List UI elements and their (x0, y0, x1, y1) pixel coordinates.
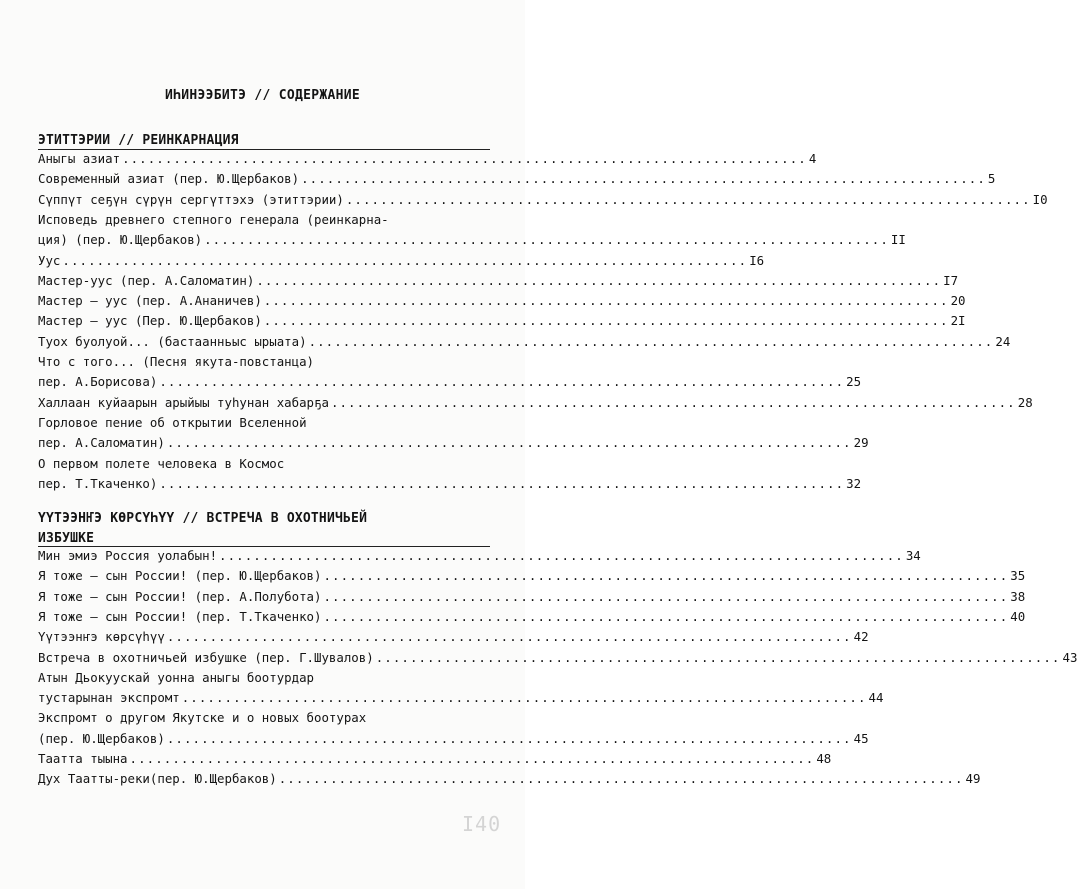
toc-entry-title: Таатта тыына (38, 751, 128, 766)
toc-page-number: 45 (853, 730, 869, 746)
toc-entry (38, 607, 1026, 627)
toc-entry-row (38, 648, 1077, 668)
dot-leader: ................................................................................ (256, 272, 942, 288)
toc-page-number: I6 (749, 252, 765, 268)
dot-leader: ................................................................................ (263, 293, 949, 309)
toc-page-number: 44 (868, 690, 884, 706)
section-heading (38, 131, 488, 151)
toc-entry-title: Горловое пение об открытии Вселенной (38, 414, 307, 430)
toc-page-number: 48 (816, 751, 832, 766)
toc-page-number: 4 (808, 151, 817, 166)
toc-entry (38, 332, 1011, 352)
toc-entry-title: Я тоже – сын России! (пер. А.Полубота) (38, 588, 322, 604)
dot-leader: ................................................................................ (323, 588, 1009, 604)
toc-entry (38, 688, 884, 708)
toc-entry-title: Мастер – уус (Пер. Ю.Щербаков) (38, 313, 262, 329)
toc-entry (38, 769, 981, 789)
toc-entry-title: тустарынан экспромт (38, 690, 180, 706)
toc-entry-line (38, 413, 490, 433)
toc-entry (38, 291, 966, 311)
toc-entry-title: Что с того... (Песня якута-повстанца) (38, 354, 315, 369)
toc-entry-title: Уус (38, 252, 61, 268)
toc-page-number: 25 (846, 374, 862, 390)
toc-entry-title: Атын Дьокуускай уонна аныгы боотурдар (38, 669, 315, 685)
toc-entry-line (38, 454, 490, 474)
dot-leader: ................................................................................ (323, 568, 1009, 584)
toc-entry-title: Экспромт о другом Якутске и о новых боотурах (38, 710, 367, 726)
toc-entry-row (38, 291, 966, 311)
toc-entry-row (38, 393, 1033, 413)
toc-entry (38, 393, 1033, 413)
toc-entry-line (38, 708, 490, 728)
toc-page-number: 29 (853, 435, 869, 451)
dot-leader: ................................................................................ (62, 252, 748, 268)
toc-entry-title: Я тоже – сын России! (пер. Ю.Щербаков) (38, 568, 322, 584)
toc-page-number: 49 (965, 771, 981, 787)
dot-leader: ................................................................................ (219, 548, 904, 563)
toc-entry (38, 433, 869, 453)
toc-entry (38, 251, 765, 271)
toc-entry-row (38, 688, 884, 708)
page-number: I40 (462, 812, 502, 836)
toc-page-number: 35 (1010, 568, 1026, 584)
dot-leader: ................................................................................ (129, 751, 815, 766)
toc-entry (38, 627, 869, 647)
dot-leader: ................................................................................ (122, 151, 807, 166)
toc-entry-title: Я тоже – сын России! (пер. Т.Ткаченко) (38, 608, 322, 624)
dot-leader: ................................................................................ (263, 313, 949, 329)
toc-entry-row (38, 311, 966, 331)
dot-leader: ................................................................................ (345, 191, 1031, 207)
dot-leader: ................................................................................ (323, 608, 1009, 624)
toc-entry-title: пер. А.Борисова) (38, 374, 158, 390)
section-heading-line: ИЗБУШКЕ (38, 531, 95, 546)
toc-entry-title: ция) (пер. Ю.Щербаков) (38, 232, 203, 248)
toc-entry-row (38, 587, 1026, 607)
toc-entry-title: Халлаан куйаарын арыйыы туһунан хабарҕа (38, 394, 329, 410)
toc-entry (38, 169, 996, 189)
toc-entry-title: пер. Т.Ткаченко) (38, 475, 158, 491)
toc-entry-title: (пер. Ю.Щербаков) (38, 730, 165, 746)
toc-page-number: 34 (905, 548, 921, 563)
toc-entry (38, 749, 832, 769)
toc-page-number: 43 (1062, 649, 1077, 665)
page-title: ИҺИНЭЭБИТЭ // СОДЕРЖАНИЕ (164, 88, 361, 103)
toc-entry (38, 149, 817, 169)
toc-entry-row (38, 433, 869, 453)
toc-entry-row (38, 149, 817, 169)
toc-entry-row (38, 769, 981, 789)
toc-entry-row (38, 607, 1026, 627)
dot-leader: ................................................................................ (330, 394, 1016, 410)
toc-entry-row (38, 729, 869, 749)
section-heading (38, 509, 488, 549)
toc-page-number: 40 (1010, 608, 1026, 624)
dot-leader: ................................................................................ (166, 730, 852, 746)
toc-entry-row (38, 169, 996, 189)
toc-entry-row (38, 749, 832, 769)
toc-entry-row (38, 372, 862, 392)
toc-entry-title: Мин эмиэ Россия уолабын! (38, 548, 218, 563)
toc-entry-title: О первом полете человека в Космос (38, 455, 285, 471)
toc-entry-line (38, 210, 490, 230)
toc-page-number: 42 (853, 629, 869, 645)
section-heading-text: ЭТИТТЭРИИ // РЕИНКАРНАЦИЯ (38, 133, 239, 148)
toc-entry (38, 587, 1026, 607)
dot-leader: ................................................................................ (159, 374, 845, 390)
toc-entry (38, 546, 921, 566)
toc-page-number: 38 (1010, 588, 1026, 604)
toc-entry-row (38, 271, 959, 291)
toc-page-number: I0 (1032, 191, 1048, 207)
toc-entry-title: Аныгы азиат (38, 151, 121, 166)
toc-page-number: 24 (995, 333, 1011, 349)
section-heading-line: ҮҮТЭЭНҤЭ КӨРСҮҺҮҮ // ВСТРЕЧА В ОХОТНИЧЬЕЙ (38, 511, 368, 526)
toc-entry (38, 648, 1077, 668)
toc-page-number: II (890, 232, 906, 248)
toc-entry-title: Исповедь древнего степного генерала (реинкарна- (38, 211, 389, 227)
toc-page-number: 32 (846, 475, 862, 491)
dot-leader: ................................................................................ (278, 771, 964, 787)
toc-entry-row (38, 627, 869, 647)
toc-entry-title: Үүтээнҥэ көрсүһүү (38, 629, 165, 645)
toc-page-number: I7 (943, 272, 959, 288)
toc-page-number: 2I (950, 313, 966, 329)
toc-entry-title: Мастер-уус (пер. А.Саломатин) (38, 272, 255, 288)
toc-entry-row (38, 546, 921, 566)
dot-leader: ................................................................................ (308, 333, 994, 349)
toc-entry-row (38, 230, 906, 250)
toc-entry-title: Сүппүт сеҕүн сүрүн сергүттэхэ (этиттэрии) (38, 191, 344, 207)
toc-entry-row (38, 251, 765, 271)
toc-entry-title: Туох буолуой... (бастаанньыс ырыата) (38, 333, 307, 349)
toc-entry (38, 729, 869, 749)
toc-entry-row (38, 332, 1011, 352)
toc-entry-title: Мастер – уус (пер. А.Ананичев) (38, 293, 262, 309)
toc-page-number: 28 (1017, 394, 1033, 410)
dot-leader: ................................................................................ (159, 475, 845, 491)
dot-leader: ................................................................................ (181, 690, 867, 706)
toc-entry-title: Дух Таатты-реки(пер. Ю.Щербаков) (38, 771, 277, 787)
toc-entry (38, 230, 906, 250)
toc-entry-line (38, 668, 490, 688)
toc-entry-title: пер. А.Саломатин) (38, 435, 165, 451)
toc-entry (38, 372, 862, 392)
toc-entry (38, 566, 1026, 586)
toc-entry-row (38, 190, 1048, 210)
toc-entry (38, 311, 966, 331)
dot-leader: ................................................................................ (204, 232, 889, 248)
toc-entry (38, 190, 1048, 210)
toc-page-number: 5 (987, 171, 996, 187)
dot-leader: ................................................................................ (166, 435, 852, 451)
dot-leader: ................................................................................ (166, 629, 852, 645)
dot-leader: ................................................................................ (375, 649, 1061, 665)
dot-leader: ................................................................................ (301, 171, 986, 187)
toc-entry (38, 474, 862, 494)
toc-entry-title: Современный азиат (пер. Ю.Щербаков) (38, 171, 300, 187)
toc-entry-title: Встреча в охотничьей избушке (пер. Г.Шувалов) (38, 649, 374, 665)
toc-entry-line (38, 352, 490, 372)
toc-page-number: 20 (950, 293, 966, 309)
toc-entry-row (38, 474, 862, 494)
toc-entry (38, 271, 959, 291)
toc-entry-row (38, 566, 1026, 586)
